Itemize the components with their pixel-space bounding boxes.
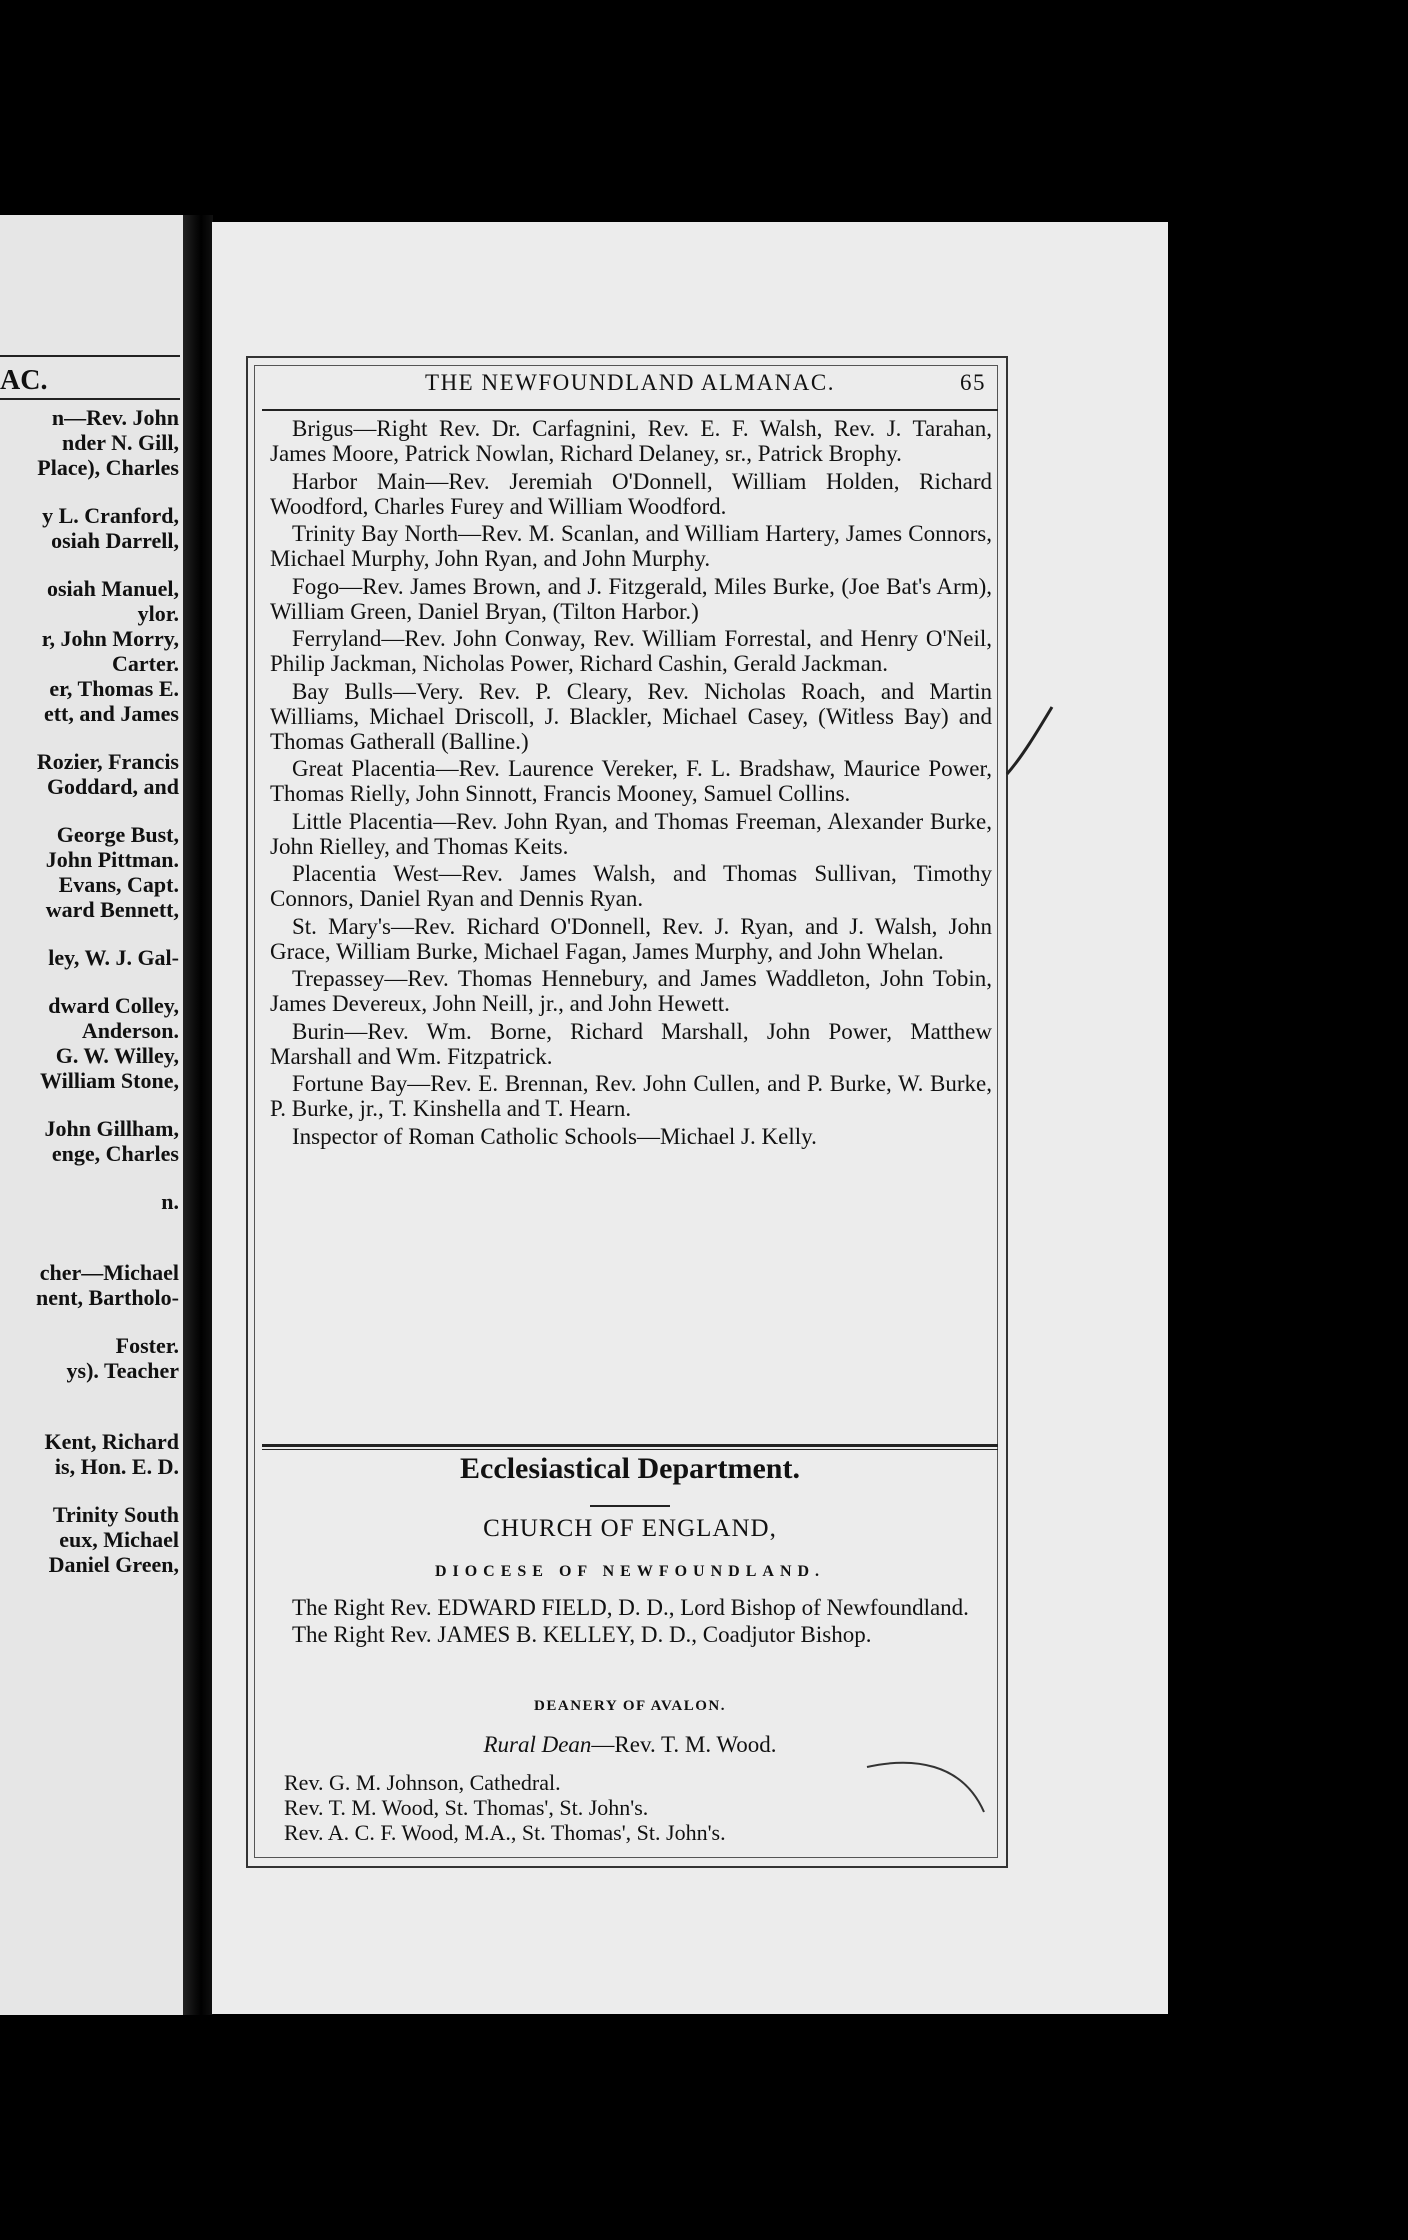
left-page-line: ylor. bbox=[137, 601, 179, 626]
page-number: 65 bbox=[960, 370, 986, 395]
left-page-line: G. W. Willey, bbox=[55, 1043, 179, 1068]
left-page-line: John Pittman. bbox=[45, 847, 179, 872]
parish-entry: Great Placentia—Rev. Laurence Vereker, F. L. Bradshaw, Maurice Power, Thomas Rielly, John Sinnott, Francis Mooney, Samuel Collins. bbox=[270, 756, 992, 806]
left-page-line: ett, and James bbox=[43, 701, 179, 726]
rural-dean-label: Rural Dean bbox=[483, 1732, 592, 1757]
left-page-line: eux, Michael bbox=[59, 1527, 179, 1552]
left-page-line: cher—Michael bbox=[39, 1260, 179, 1285]
header-rule bbox=[262, 409, 998, 411]
clergy-entry: Rev. G. M. Johnson, Cathedral. bbox=[284, 1770, 561, 1795]
left-page-line bbox=[0, 726, 179, 749]
parish-entry: Fortune Bay—Rev. E. Brennan, Rev. John Cullen, and P. Burke, W. Burke, P. Burke, jr., T. Kinshella and T. Hearn. bbox=[270, 1071, 992, 1121]
left-page-line: Daniel Green, bbox=[48, 1552, 179, 1577]
parish-entry: Brigus—Right Rev. Dr. Carfagnini, Rev. E. F. Walsh, Rev. J. Tarahan, James Moore, Patrick Nowlan, Richard Delaney, sr., Patrick Brophy. bbox=[270, 416, 992, 466]
church-heading: CHURCH OF ENGLAND, bbox=[483, 1515, 777, 1542]
pencil-check-mark bbox=[1002, 702, 1062, 782]
left-page-line: ward Bennett, bbox=[45, 897, 179, 922]
left-page-line bbox=[0, 1406, 179, 1429]
left-page-line: Kent, Richard bbox=[44, 1429, 179, 1454]
parish-entry: Ferryland—Rev. John Conway, Rev. William Forrestal, and Henry O'Neil, Philip Jackman, Nicholas Power, Richard Cashin, Gerald Jackman. bbox=[270, 626, 992, 676]
bishop-entry: The Right Rev. EDWARD FIELD, D. D., Lord Bishop of Newfoundland. bbox=[292, 1595, 969, 1620]
left-page-line: George Bust, bbox=[56, 822, 179, 847]
left-page-line bbox=[0, 1166, 179, 1189]
left-page-line: ley, W. J. Gal- bbox=[48, 945, 179, 970]
left-page-line: Carter. bbox=[112, 651, 179, 676]
parish-entry: Trepassey—Rev. Thomas Hennebury, and James Waddleton, John Tobin, James Devereux, John Neill, jr., and John Hewett. bbox=[270, 966, 992, 1016]
left-page-line bbox=[0, 1093, 179, 1116]
left-page-line: dward Colley, bbox=[48, 993, 179, 1018]
parish-entry: Little Placentia—Rev. John Ryan, and Thomas Freeman, Alexander Burke, John Rielley, and Thomas Keits. bbox=[270, 808, 992, 859]
left-page-line bbox=[0, 922, 179, 945]
parish-entry: Inspector of Roman Catholic Schools—Michael J. Kelly. bbox=[292, 1123, 817, 1149]
left-page-line: n. bbox=[161, 1189, 179, 1214]
left-header-rule-bottom bbox=[0, 398, 180, 400]
bishop-entry: The Right Rev. JAMES B. KELLEY, D. D., Coadjutor Bishop. bbox=[292, 1622, 872, 1647]
left-page-line bbox=[0, 799, 179, 822]
parish-list bbox=[270, 416, 992, 1151]
left-page-line: Evans, Capt. bbox=[58, 872, 179, 897]
left-page-text bbox=[0, 405, 179, 1577]
left-page-line: Place), Charles bbox=[37, 455, 179, 480]
left-page-line: nder N. Gill, bbox=[62, 430, 179, 455]
left-page-line bbox=[0, 1237, 179, 1260]
left-page-line: Goddard, and bbox=[46, 774, 179, 799]
left-page-line: y L. Cranford, bbox=[42, 503, 179, 528]
left-page-header: AC. bbox=[0, 365, 48, 396]
left-page-line: Rozier, Francis bbox=[36, 749, 179, 774]
deanery-heading: DEANERY OF AVALON. bbox=[534, 1698, 726, 1714]
left-page-line: nent, Bartholo- bbox=[36, 1285, 179, 1310]
left-page-line bbox=[0, 1214, 179, 1237]
left-header-rule-top bbox=[0, 355, 180, 357]
running-title: THE NEWFOUNDLAND ALMANAC. bbox=[425, 370, 835, 395]
parish-entry: St. Mary's—Rev. Richard O'Donnell, Rev. J. Ryan, and J. Walsh, John Grace, William Burke, Michael Fagan, James Murphy, and John Whelan. bbox=[270, 913, 992, 964]
left-page-line: enge, Charles bbox=[51, 1141, 179, 1166]
diocese-heading: DIOCESE OF NEWFOUNDLAND. bbox=[434, 1563, 826, 1580]
left-page-line: William Stone, bbox=[40, 1068, 179, 1093]
left-page-line: er, Thomas E. bbox=[49, 676, 179, 701]
pencil-curve-mark bbox=[862, 1752, 992, 1822]
left-page-line: John Gillham, bbox=[44, 1116, 179, 1141]
parish-entry: Harbor Main—Rev. Jeremiah O'Donnell, William Holden, Richard Woodford, Charles Furey and William Woodford. bbox=[270, 468, 992, 519]
left-page-fragment bbox=[0, 215, 187, 2015]
left-page-line bbox=[0, 553, 179, 576]
left-page-line: is, Hon. E. D. bbox=[54, 1454, 179, 1479]
parish-entry: Bay Bulls—Very. Rev. P. Cleary, Rev. Nicholas Roach, and Martin Williams, Michael Driscoll, J. Blackler, Michael Casey, (Witless Bay) and Thomas Gatherall (Balline.) bbox=[270, 678, 992, 754]
left-page-line: Anderson. bbox=[81, 1018, 179, 1043]
book-gutter bbox=[183, 215, 213, 2015]
left-page-line bbox=[0, 1479, 179, 1502]
department-title: Ecclesiastical Department. bbox=[460, 1452, 800, 1485]
parish-entry: Burin—Rev. Wm. Borne, Richard Marshall, John Power, Matthew Marshall and Wm. Fitzpatrick. bbox=[270, 1018, 992, 1069]
left-page-line bbox=[0, 1383, 179, 1406]
left-page-line: r, John Morry, bbox=[41, 626, 179, 651]
left-page-line: osiah Darrell, bbox=[51, 528, 179, 553]
left-page-line: n—Rev. John bbox=[51, 405, 179, 430]
bishops-list bbox=[270, 1595, 992, 1649]
left-page-line: Foster. bbox=[115, 1333, 179, 1358]
section-rule-thick bbox=[262, 1444, 998, 1447]
left-page-line bbox=[0, 970, 179, 993]
running-header bbox=[262, 370, 998, 404]
left-page-line: Trinity South bbox=[52, 1502, 179, 1527]
almanac-page bbox=[212, 222, 1168, 2014]
left-page-line bbox=[0, 1310, 179, 1333]
left-page-line: ys). Teacher bbox=[66, 1358, 179, 1383]
parish-entry: Placentia West—Rev. James Walsh, and Thomas Sullivan, Timothy Connors, Daniel Ryan and Dennis Ryan. bbox=[270, 861, 992, 911]
clergy-entry: Rev. T. M. Wood, St. Thomas', St. John's. bbox=[284, 1795, 649, 1820]
parish-entry: Fogo—Rev. James Brown, and J. Fitzgerald, Miles Burke, (Joe Bat's Arm), William Green, Daniel Bryan, (Tilton Harbor.) bbox=[270, 573, 992, 624]
parish-entry: Trinity Bay North—Rev. M. Scanlan, and William Hartery, James Connors, Michael Murphy, John Ryan, and John Murphy. bbox=[270, 521, 992, 571]
clergy-entry: Rev. A. C. F. Wood, M.A., St. Thomas', St. John's. bbox=[284, 1820, 726, 1845]
left-page-line: osiah Manuel, bbox=[46, 576, 179, 601]
section-rule-thin bbox=[262, 1449, 998, 1450]
title-short-rule bbox=[590, 1505, 670, 1507]
left-page-line bbox=[0, 480, 179, 503]
rural-dean-name: —Rev. T. M. Wood. bbox=[591, 1732, 777, 1757]
